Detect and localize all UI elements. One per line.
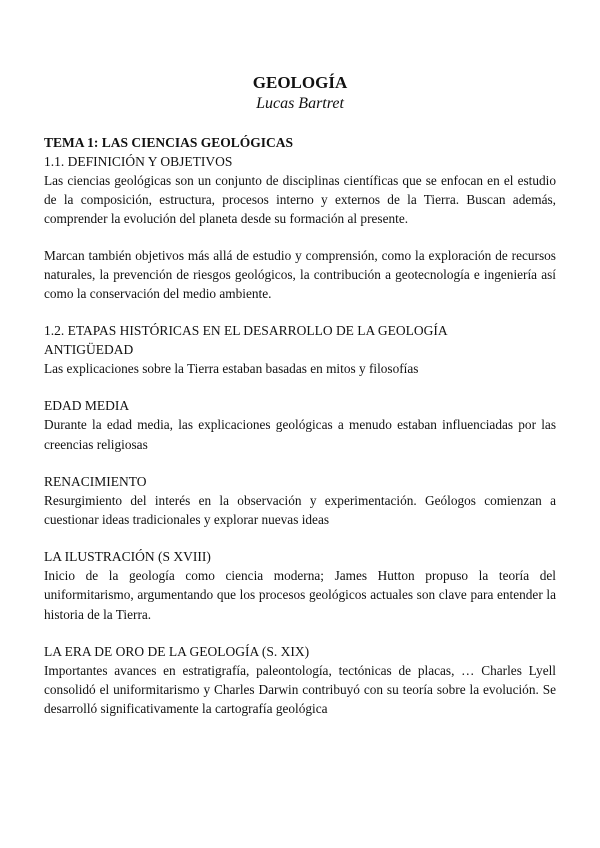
era-heading: ANTIGÜEDAD [44, 342, 134, 358]
era-block-renacimiento [44, 472, 556, 529]
era-block-ilustracion [44, 547, 556, 624]
paragraph: Las ciencias geológicas son un conjunto de disciplinas científicas que se enfocan en el estudio de la composición, estructura, procesos interno y externos de la Tierra. Buscan además, comprender la evolución del planeta desde su formación al presente. [44, 173, 556, 227]
section-heading: 1.1. DEFINICIÓN Y OBJETIVOS [44, 154, 233, 169]
era-text: Importantes avances en estratigrafía, paleontología, tectónicas de placas, … Charles Lyell consolidó el uniformitarismo y Charles Darwin contribuyó con su teoría sobre la evolución. Se desarrolló significativamente la cartografía geológica [44, 662, 556, 717]
section-historical-stages [44, 321, 556, 718]
topic-heading: TEMA 1: LAS CIENCIAS GEOLÓGICAS [44, 135, 294, 150]
document-title: GEOLOGÍA [252, 73, 348, 92]
era-heading: LA ILUSTRACIÓN (S XVIII) [44, 549, 211, 565]
era-text: Resurgimiento del interés en la observación y experimentación. Geólogos comienzan a cuestionar ideas tradicionales y explorar nuevas ideas [44, 492, 556, 528]
era-block-antiguedad [44, 340, 556, 378]
document-author: Lucas Bartret [256, 95, 344, 112]
paragraph: Marcan también objetivos más allá de estudio y comprensión, como la exploración de recursos naturales, la prevención de riesgos geológicos, la contribución a geotecnología e ingeniería así como la conservación del medio ambiente. [44, 247, 556, 302]
era-heading: EDAD MEDIA [44, 398, 130, 414]
era-text: Durante la edad media, las explicaciones geológicas a menudo estaban influenciadas por las creencias religiosas [44, 417, 556, 452]
era-block-era-de-oro [44, 642, 556, 719]
era-text: Inicio de la geología como ciencia moderna; James Hutton propuso la teoría del uniformitarismo, argumentando que los procesos geológicos actuales son clave para entender la historia de la Tierra. [44, 568, 556, 622]
era-text: Las explicaciones sobre la Tierra estaban basadas en mitos y filosofías [44, 361, 419, 377]
era-block-edad-media [44, 396, 556, 453]
section-heading: 1.2. ETAPAS HISTÓRICAS EN EL DESARROLLO DE LA GEOLOGÍA [44, 323, 448, 339]
era-heading: RENACIMIENTO [44, 473, 147, 489]
era-heading: LA ERA DE ORO DE LA GEOLOGÍA (S. XIX) [44, 643, 310, 659]
section-definition [44, 152, 556, 303]
